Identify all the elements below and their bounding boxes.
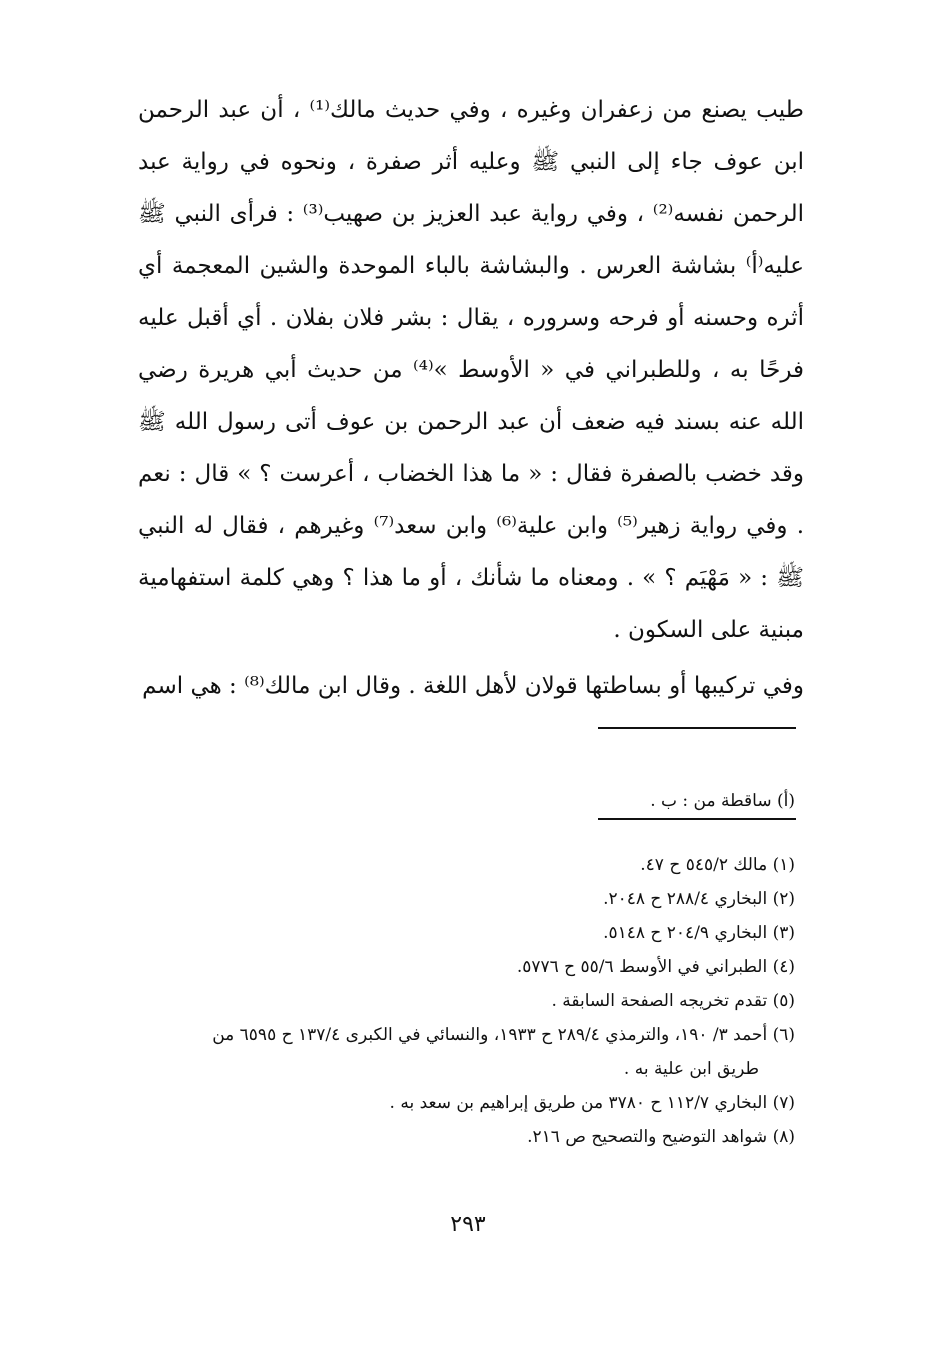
footnote-2: (٢) البخاري ٢٨٨/٤ ح ٢٠٤٨. — [603, 889, 795, 909]
footnote-3: (٣) البخاري ٢٠٤/٩ ح ٥١٤٨. — [603, 923, 795, 943]
page-number: ٢٩٣ — [450, 1212, 486, 1237]
footnotes-list — [133, 848, 795, 1154]
footnote-7: (٧) البخاري ١١٢/٧ ح ٣٧٨٠ من طريق إبراهيم بن سعد به . — [389, 1093, 795, 1113]
footnote-4: (٤) الطبراني في الأوسط ٥٥/٦ ح ٥٧٧٦. — [516, 957, 795, 977]
footnotes-divider — [598, 818, 796, 820]
apparatus-note: (أ) ساقطة من : ب . — [650, 791, 795, 811]
footnote-5: (٥) تقدم تخريجه الصفحة السابقة . — [551, 991, 795, 1011]
footnote-6-continuation: طريق ابن علية به . — [623, 1059, 759, 1079]
main-text-block — [138, 84, 804, 656]
main-paragraph-1: طيب يصنع من زعفران وغيره ، وفي حديث مالك⁽¹⁾ ، أن عبد الرحمن ابن عوف جاء إلى النبي ﷺ وعليه أثر صفرة ، ونحوه في رواية عبد الرحمن نفسه⁽²⁾ ، وفي رواية عبد العزيز بن صهيب⁽³⁾ : فرأى النبي ﷺ عليه⁽أ⁾ بشاشة العرس . والبشاشة بالباء الموحدة والشين المعجمة أي أثره وحسنه أو فرحه وسروره ، يقال : بشر فلان بفلان . أي أقبل عليه فرحًا به ، وللطبراني في « الأوسط »⁽⁴⁾ من حديث أبي هريرة رضي الله عنه بسند فيه ضعف أن عبد الرحمن بن عوف أتى رسول الله ﷺ وقد خضب بالصفرة فقال : « ما هذا الخضاب ، أعرست ؟ » قال : نعم . وفي رواية زهير⁽⁵⁾ وابن علية⁽⁶⁾ وابن سعد⁽⁷⁾ وغيرهم ، فقال له النبي ﷺ : « مَهْيَم ؟ » . ومعناه ما شأنك ، أو ما هذا ؟ وهي كلمة استفهامية مبنية على السكون . — [138, 97, 805, 643]
footnote-8: (٨) شواهد التوضيح والتصحيح ص ٢١٦. — [527, 1127, 795, 1147]
apparatus-divider — [598, 727, 796, 729]
footnote-6: (٦) أحمد ٣/ ١٩٠، والترمذي ٢٨٩/٤ ح ١٩٣٣، والنسائي في الكبرى ١٣٧/٤ ح ٦٥٩٥ من — [212, 1025, 795, 1045]
main-paragraph-2: وفي تركيبها أو بساطتها قولان لأهل اللغة . وقال ابن مالك⁽⁸⁾ : هي اسم — [142, 673, 804, 699]
footnote-1: (١) مالك ٥٤٥/٢ ح ٤٧. — [640, 855, 795, 875]
